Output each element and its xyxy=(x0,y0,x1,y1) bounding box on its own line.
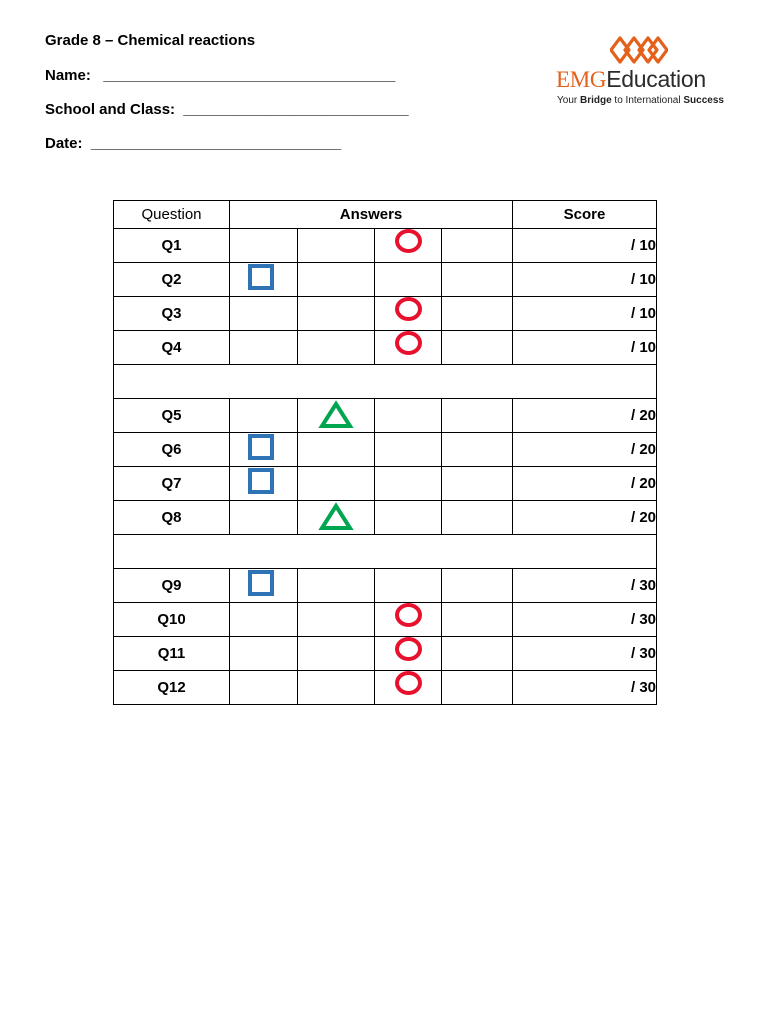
question-label: Q6 xyxy=(114,433,230,467)
question-label: Q5 xyxy=(114,399,230,433)
question-row xyxy=(114,569,657,603)
answer-cell[interactable] xyxy=(230,637,298,671)
answer-cell[interactable] xyxy=(298,229,375,263)
answer-cell[interactable] xyxy=(375,671,442,705)
answer-cell[interactable] xyxy=(442,671,513,705)
question-label: Q8 xyxy=(114,501,230,535)
answer-cell[interactable] xyxy=(298,263,375,297)
answer-table xyxy=(113,200,657,705)
score-value: / 20 xyxy=(513,467,657,501)
answer-cell[interactable] xyxy=(442,331,513,365)
question-row xyxy=(114,501,657,535)
score-value: / 30 xyxy=(513,637,657,671)
circle-mark-icon xyxy=(395,331,422,355)
question-label: Q7 xyxy=(114,467,230,501)
circle-mark-icon xyxy=(395,671,422,695)
score-value: / 30 xyxy=(513,569,657,603)
answer-cell[interactable] xyxy=(375,603,442,637)
answer-cell[interactable] xyxy=(375,433,442,467)
answer-cell[interactable] xyxy=(298,671,375,705)
answer-cell[interactable] xyxy=(230,569,298,603)
score-value: / 10 xyxy=(513,263,657,297)
question-label: Q10 xyxy=(114,603,230,637)
question-row xyxy=(114,229,657,263)
answer-cell[interactable] xyxy=(375,297,442,331)
answer-cell[interactable] xyxy=(298,501,375,535)
question-row xyxy=(114,331,657,365)
question-row xyxy=(114,433,657,467)
answer-cell[interactable] xyxy=(442,467,513,501)
square-mark-icon xyxy=(248,434,274,460)
question-row xyxy=(114,467,657,501)
square-mark-icon xyxy=(248,264,274,290)
score-value: / 30 xyxy=(513,671,657,705)
answer-cell[interactable] xyxy=(230,399,298,433)
question-row xyxy=(114,671,657,705)
worksheet-title: Grade 8 – Chemical reactions xyxy=(45,32,256,49)
tagline-part: Bridge xyxy=(579,95,612,106)
answer-cell[interactable] xyxy=(230,603,298,637)
date-field-label: Date: ______________________________ xyxy=(45,135,342,152)
answer-cell[interactable] xyxy=(442,637,513,671)
question-row xyxy=(114,399,657,433)
logo-tagline xyxy=(557,95,724,106)
logo-brand-suffix: Education xyxy=(606,66,706,92)
triangle-mark-icon xyxy=(318,502,354,532)
question-label: Q3 xyxy=(114,297,230,331)
question-label: Q11 xyxy=(114,637,230,671)
square-mark-icon xyxy=(248,468,274,494)
name-field-label: Name: ___________________________________ xyxy=(45,67,396,84)
answer-cell[interactable] xyxy=(375,501,442,535)
score-value: / 10 xyxy=(513,331,657,365)
answer-cell[interactable] xyxy=(442,603,513,637)
question-column-header: Question xyxy=(114,201,230,229)
square-mark-icon xyxy=(248,570,274,596)
score-column-header: Score xyxy=(513,201,657,229)
answer-cell[interactable] xyxy=(375,229,442,263)
triangle-mark-icon xyxy=(318,400,354,430)
answer-cell[interactable] xyxy=(442,399,513,433)
question-label: Q4 xyxy=(114,331,230,365)
tagline-part: to International xyxy=(611,95,684,106)
section-divider-cell xyxy=(114,365,657,399)
chain-links-icon xyxy=(610,36,668,64)
emg-education-logo xyxy=(556,36,726,108)
section-divider-cell xyxy=(114,535,657,569)
answer-cell[interactable] xyxy=(375,637,442,671)
question-label: Q12 xyxy=(114,671,230,705)
answer-cell[interactable] xyxy=(230,297,298,331)
circle-mark-icon xyxy=(395,603,422,627)
answer-cell[interactable] xyxy=(375,263,442,297)
answer-cell[interactable] xyxy=(230,263,298,297)
question-row xyxy=(114,297,657,331)
answer-cell[interactable] xyxy=(442,229,513,263)
logo-wordmark xyxy=(556,66,706,93)
table-header-row xyxy=(114,201,657,229)
answer-cell[interactable] xyxy=(230,331,298,365)
answer-cell[interactable] xyxy=(298,331,375,365)
answer-cell[interactable] xyxy=(442,569,513,603)
circle-mark-icon xyxy=(395,637,422,661)
answer-cell[interactable] xyxy=(230,501,298,535)
section-divider-row xyxy=(114,365,657,399)
score-value: / 10 xyxy=(513,297,657,331)
score-value: / 20 xyxy=(513,399,657,433)
score-value: / 30 xyxy=(513,603,657,637)
answer-cell[interactable] xyxy=(375,331,442,365)
answer-cell[interactable] xyxy=(375,569,442,603)
question-label: Q9 xyxy=(114,569,230,603)
question-label: Q2 xyxy=(114,263,230,297)
answer-cell[interactable] xyxy=(442,501,513,535)
question-row xyxy=(114,637,657,671)
question-row xyxy=(114,263,657,297)
circle-mark-icon xyxy=(395,229,422,253)
tagline-part: Your xyxy=(557,95,580,106)
question-row xyxy=(114,603,657,637)
answer-cell[interactable] xyxy=(298,467,375,501)
logo-brand: EMG xyxy=(556,67,607,92)
answer-cell[interactable] xyxy=(230,467,298,501)
answer-cell[interactable] xyxy=(230,433,298,467)
answer-cell[interactable] xyxy=(298,399,375,433)
score-value: / 20 xyxy=(513,501,657,535)
tagline-part: Success xyxy=(683,95,724,106)
answer-cell[interactable] xyxy=(298,297,375,331)
answer-cell[interactable] xyxy=(442,263,513,297)
answer-cell[interactable] xyxy=(230,671,298,705)
answer-cell[interactable] xyxy=(442,433,513,467)
answer-cell[interactable] xyxy=(298,569,375,603)
answer-cell[interactable] xyxy=(375,399,442,433)
section-divider-row xyxy=(114,535,657,569)
school-class-field-label: School and Class: ___________________________ xyxy=(45,101,409,118)
circle-mark-icon xyxy=(395,297,422,321)
answer-cell[interactable] xyxy=(230,229,298,263)
score-value: / 20 xyxy=(513,433,657,467)
answer-cell[interactable] xyxy=(442,297,513,331)
answer-cell[interactable] xyxy=(298,603,375,637)
question-label: Q1 xyxy=(114,229,230,263)
answer-cell[interactable] xyxy=(298,637,375,671)
answer-cell[interactable] xyxy=(298,433,375,467)
answers-column-header: Answers xyxy=(230,201,513,229)
answer-cell[interactable] xyxy=(375,467,442,501)
score-value: / 10 xyxy=(513,229,657,263)
